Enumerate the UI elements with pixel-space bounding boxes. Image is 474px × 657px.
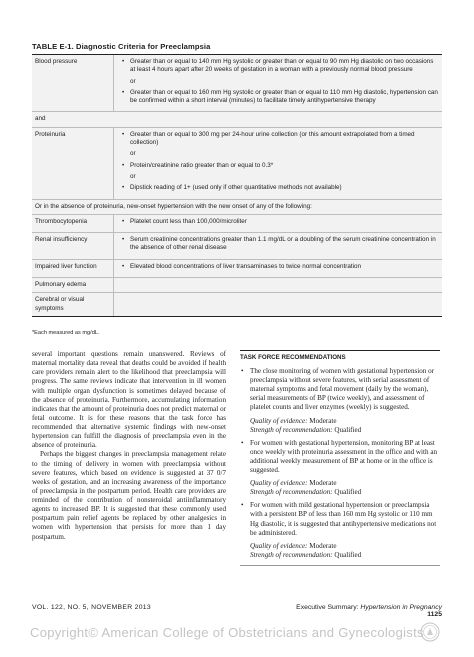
row-content-cerebral (114, 293, 442, 316)
row-content-blood-pressure (114, 55, 442, 111)
recommendation-1 (240, 367, 440, 435)
row-content-thrombocytopenia (114, 215, 442, 232)
page-number: 1125 (427, 611, 442, 618)
task-force-box (240, 350, 440, 566)
quality-value: Moderate (309, 541, 337, 550)
box-top-rule (240, 350, 440, 351)
proteinuria-or-1: or (130, 150, 136, 158)
quality-label: Quality of evidence: (250, 541, 308, 550)
bullet-icon: • (241, 367, 244, 376)
strength-value: Qualified (334, 425, 362, 434)
bp-or: or (130, 77, 136, 85)
proteinuria-or-2: or (130, 172, 136, 180)
row-content-proteinuria (114, 128, 442, 199)
bp-criterion-2: • Greater than or equal to 160 mm Hg systolic or greater than or equal to 110 mm Hg diastolic, hypertension can be confirmed within a short interval (minutes) to facilitate timely antihypertensive therapy (120, 89, 438, 106)
table-row-thrombocytopenia (32, 215, 442, 233)
recommendation-3 (240, 501, 440, 560)
table-row-and (32, 112, 442, 127)
strength-value: Qualified (334, 550, 362, 559)
recommendation-text: For women with gestational hypertension, monitoring BP at least once weekly with proteinuria assessment in the office and with an additional weekly measurement of BP at home or in the office is suggested. (250, 438, 438, 475)
quality-of-evidence (250, 542, 440, 551)
acog-seal-icon (420, 622, 440, 642)
footer-title: Hypertension in Pregnancy (360, 604, 442, 611)
table-title: TABLE E-1. Diagnostic Criteria for Preeclampsia (32, 42, 211, 51)
strength-value: Qualified (334, 488, 362, 497)
quality-of-evidence (250, 479, 440, 488)
row-label-proteinuria: Proteinuria (32, 128, 114, 199)
strength-label: Strength of recommendation: (250, 488, 333, 497)
table-row-pulmonary (32, 278, 442, 293)
liver-criterion: • Elevated blood concentrations of liver transaminases to twice normal concentration (120, 263, 438, 271)
and-connector: and (35, 115, 46, 123)
table-row-liver (32, 260, 442, 278)
bp-criterion-1: • Greater than or equal to 140 mm Hg systolic or greater than or equal to 90 mm Hg diastolic on two occasions at least 4 hours apart after 20 weeks of gestation in a woman with a previously normal blood pressure (120, 58, 438, 75)
bullet-icon: • (241, 438, 244, 447)
journal-volume-info: VOL. 122, NO. 5, NOVEMBER 2013 (32, 604, 151, 611)
quality-label: Quality of evidence: (250, 479, 308, 488)
row-content-liver (114, 260, 442, 277)
absence-of-proteinuria-line: Or in the absence of proteinuria, new-onset hypertension with the new onset of any of the following: (35, 202, 312, 210)
strength-of-recommendation (250, 488, 440, 497)
box-bottom-rule (240, 565, 440, 566)
table-row-absence (32, 200, 442, 215)
proteinuria-criterion-3: • Dipstick reading of 1+ (used only if other quantitative methods not available) (120, 184, 438, 192)
task-force-title: TASK FORCE RECOMMENDATIONS (240, 354, 346, 361)
footer-prefix: Executive Summary: (296, 604, 359, 611)
row-content-renal (114, 233, 442, 259)
quality-value: Moderate (309, 416, 337, 425)
recommendation-text: For women with mild gestational hypertension or preeclampsia with a persistent BP of less than 160 mm Hg systolic or 110 mm Hg diastolic, it is suggested that antihypertensive medications not be administered. (250, 501, 437, 537)
row-label-blood-pressure: Blood pressure (32, 55, 114, 111)
body-paragraph-2: Perhaps the biggest changes in preeclampsia management relate to the timing of delivery in women with preeclampsia without severe features, which based on evidence is suggested at 37 0/7 weeks of gestation, and an increasing awareness of the importance of preeclampsia in the postpartum period. Health care providers are reminded of the contribution of nonsteroidal antiinflammatory agents to increased BP. It is suggested that these commonly used postpartum pain relief agents be replaced by other analgesics in women with hypertension that persists for more than 1 day postpartum. (32, 450, 226, 541)
quality-value: Moderate (309, 479, 337, 488)
criteria-table (32, 54, 442, 317)
renal-criterion: • Serum creatinine concentrations greater than 1.1 mg/dL or a doubling of the serum creatinine concentration in the absence of other renal disease (120, 236, 438, 253)
table-row-proteinuria (32, 128, 442, 200)
strength-of-recommendation (250, 551, 440, 560)
quality-label: Quality of evidence: (250, 416, 308, 425)
strength-label: Strength of recommendation: (250, 425, 333, 434)
strength-of-recommendation (250, 426, 440, 435)
table-row-renal (32, 233, 442, 260)
row-label-cerebral: Cerebral or visual symptoms (32, 293, 114, 316)
table-row-blood-pressure (32, 55, 442, 112)
copyright-watermark: Copyright© American College of Obstetricians and Gynecologists (30, 625, 424, 640)
row-content-pulmonary (114, 278, 442, 292)
body-paragraph-1: several important questions remain unanswered. Reviews of maternal mortality data reveal that deaths could be avoided if health care providers remain alert to the likelihood that preeclampsia will progress. The same reviews indicate that intervention in ill women with multiple organ dysfunction is sometimes delayed because of the absence of proteinuria. Furthermore, accumulating information indicates that the amount of proteinuria does not predict maternal or fetal outcome. It is for these reasons that the task force has recommended that alternative systemic findings with new-onset hypertension can fulfill the diagnosis of preeclampsia even in the absence of proteinuria. (32, 350, 226, 450)
row-label-liver: Impaired liver function (32, 260, 114, 277)
left-column (32, 350, 226, 542)
recommendation-text: The close monitoring of women with gestational hypertension or preeclampsia without severe features, with serial assessment of maternal symptoms and fetal movement (daily by the woman), serial measurements of BP (twice weekly), and assessment of platelet counts and liver enzymes (weekly) is suggested. (250, 367, 435, 412)
row-label-renal: Renal insufficiency (32, 233, 114, 259)
row-label-thrombocytopenia: Thrombocytopenia (32, 215, 114, 232)
table-row-cerebral (32, 293, 442, 316)
proteinuria-criterion-2: • Protein/creatinine ratio greater than or equal to 0.3* (120, 162, 438, 170)
proteinuria-criterion-1: • Greater than or equal to 300 mg per 24-hour urine collection (or this amount extrapolated from a timed collection) (120, 131, 438, 148)
quality-of-evidence (250, 417, 440, 426)
row-label-pulmonary: Pulmonary edema (32, 278, 114, 292)
strength-label: Strength of recommendation: (250, 550, 333, 559)
recommendation-2 (240, 439, 440, 498)
running-footer (276, 604, 442, 618)
table-footnote: *Each measured as mg/dL. (32, 330, 100, 336)
thrombocytopenia-criterion: • Platelet count less than 100,000/microliter (120, 218, 438, 226)
bullet-icon: • (241, 501, 244, 510)
